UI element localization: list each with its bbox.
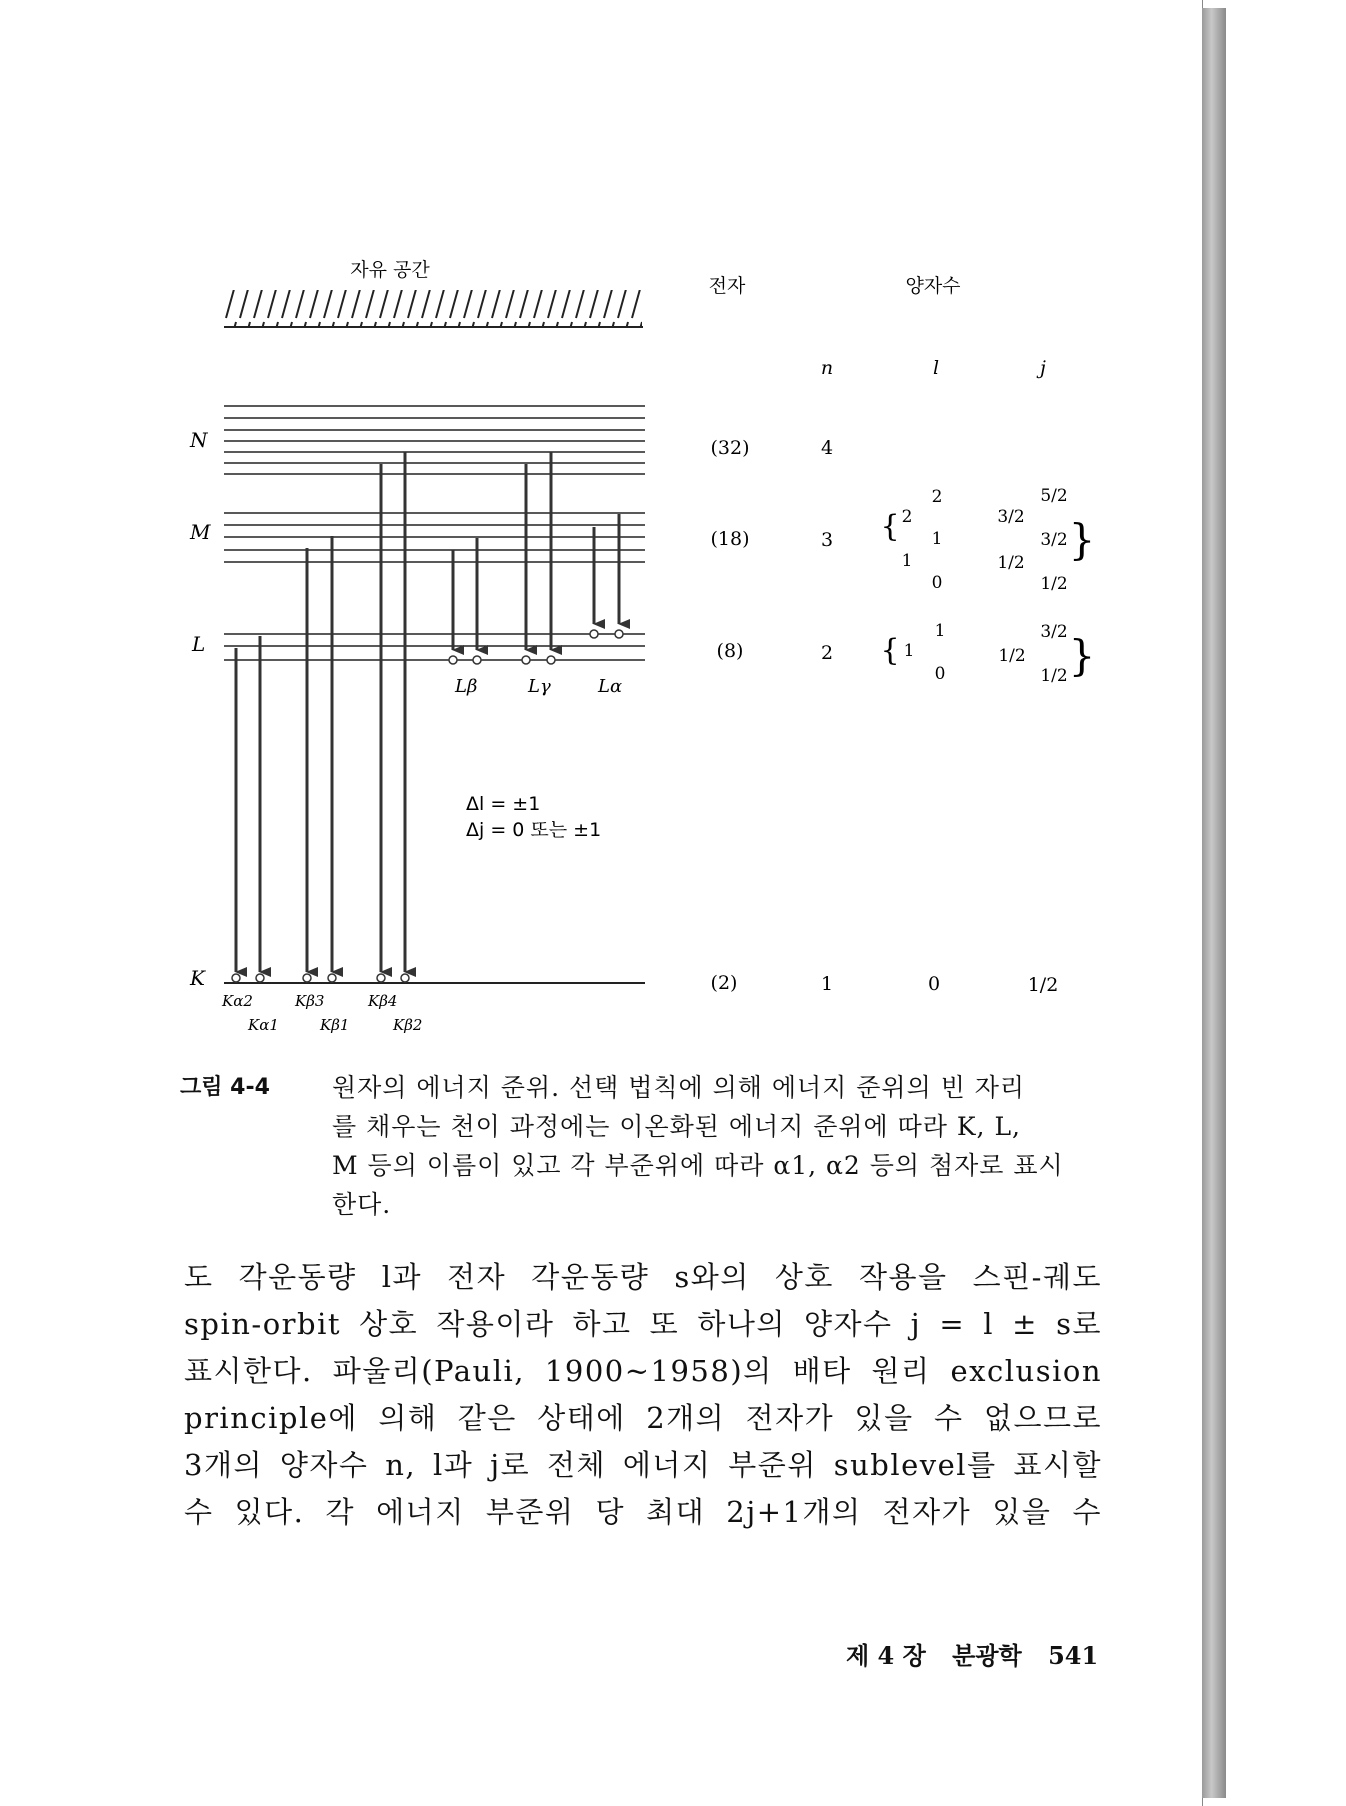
label-l-beta: Lβ	[455, 676, 478, 697]
selection-rule-j: Δj = 0 또는 ±1	[466, 819, 602, 841]
label-l-alpha: Lα	[598, 676, 623, 697]
caption-line: 를 채우는 천이 과정에는 이온화된 에너지 준위에 따라 K, L,	[332, 1112, 1021, 1141]
l-quantum-values	[880, 621, 1095, 686]
shell-labels	[189, 428, 211, 990]
col-n-header: n	[820, 357, 834, 379]
l-transition-dots	[449, 630, 623, 664]
body-line: spin-orbit 상호 작용이라 하고 또 하나의 양자수 j = l ± s로	[184, 1307, 1102, 1341]
caption-line: 원자의 에너지 준위. 선택 법칙에 의해 에너지 준위의 빈 자리	[332, 1073, 1026, 1102]
label-k-beta2: Kβ2	[393, 1016, 423, 1034]
m-j-3: 1/2	[1040, 574, 1068, 594]
shell-label-l: L	[192, 632, 206, 656]
l-transition-arrows	[453, 452, 619, 650]
m-l-outer-2: 1	[901, 551, 913, 571]
col-j-header: j	[1040, 357, 1046, 379]
l-l-inner-2: 0	[934, 664, 946, 684]
l-right-brace: }	[1068, 631, 1096, 680]
free-space-label: 자유 공간	[350, 259, 430, 281]
m-left-brace: {	[880, 509, 900, 544]
m-l-inner-2: 1	[931, 529, 943, 549]
n-value-n: 4	[820, 437, 834, 459]
page-footer	[846, 1636, 1116, 1671]
shell-label-m: M	[190, 520, 211, 544]
m-s-1: 3/2	[997, 507, 1025, 527]
caption-label: 그림 4-4	[180, 1075, 270, 1100]
l-s-1: 1/2	[998, 646, 1026, 666]
caption-line: M 등의 이름이 있고 각 부준위에 따라 α1, α2 등의 첨자로 표시	[332, 1151, 1064, 1180]
label-k-beta3: Kβ3	[295, 992, 325, 1010]
m-shell-lines	[224, 513, 645, 562]
label-k-beta1: Kβ1	[320, 1016, 350, 1034]
caption-line: 한다.	[332, 1190, 392, 1219]
n-shell-lines	[224, 406, 645, 474]
m-l-inner-1: 2	[931, 487, 943, 507]
selection-rule-l: Δl = ±1	[466, 793, 541, 815]
page-number: 541	[1048, 1641, 1099, 1670]
electrons-m: (18)	[710, 528, 750, 550]
label-k-alpha1: Kα1	[248, 1016, 279, 1034]
k-transition-arrows	[236, 452, 405, 972]
quantum-number-header: 양자수	[905, 275, 961, 297]
k-transition-dots	[232, 974, 409, 982]
electron-header: 전자	[708, 275, 746, 297]
electrons-n: (32)	[710, 437, 750, 459]
electrons-k: (2)	[710, 972, 738, 994]
body-line: 수 있다. 각 에너지 부준위 당 최대 2j+1개의 전자가 있을 수	[184, 1495, 1102, 1529]
page-edge-shadow	[1202, 8, 1226, 1798]
col-l-header: l	[932, 357, 940, 379]
label-k-beta4: Kβ4	[368, 992, 398, 1010]
m-j-1: 5/2	[1040, 486, 1068, 506]
m-s-2: 1/2	[997, 553, 1025, 573]
m-right-brace: }	[1068, 515, 1096, 564]
shell-label-n: N	[190, 428, 208, 452]
k-series-labels	[221, 992, 422, 1034]
l-l-outer-1: 1	[903, 641, 915, 661]
label-k-alpha2: Kα2	[222, 992, 253, 1010]
free-space-hatching	[224, 290, 642, 326]
m-l-inner-3: 0	[931, 573, 943, 593]
body-line: 3개의 양자수 n, l과 j로 전체 에너지 부준위 sublevel를 표시할	[184, 1448, 1102, 1482]
n-value-k: 1	[820, 973, 834, 995]
l-j-2: 1/2	[1040, 666, 1068, 686]
body-paragraph	[184, 1254, 1102, 1536]
l-j-1: 3/2	[1040, 622, 1068, 642]
body-line: 표시한다. 파울리(Pauli, 1900~1958)의 배타 원리 exclusion	[184, 1354, 1102, 1388]
n-value-l: 2	[820, 642, 834, 664]
m-quantum-values	[880, 486, 1095, 594]
energy-level-diagram	[0, 0, 1120, 1050]
caption-text	[332, 1068, 1092, 1224]
n-value-m: 3	[820, 529, 834, 551]
m-j-2: 3/2	[1040, 530, 1068, 550]
electron-counts	[710, 437, 749, 994]
l-left-brace: {	[880, 633, 900, 668]
electrons-l: (8)	[716, 640, 744, 662]
k-l-value: 0	[927, 973, 941, 995]
l-series-labels	[454, 676, 622, 697]
label-l-gamma: Lγ	[528, 676, 551, 697]
body-line: 도 각운동량 l과 전자 각운동량 s와의 상호 작용을 스핀-궤도	[184, 1260, 1102, 1294]
k-j-value: 1/2	[1027, 974, 1059, 996]
l-l-inner-1: 1	[934, 621, 946, 641]
m-l-outer-1: 2	[901, 507, 913, 527]
footer-title: 분광학	[952, 1641, 1022, 1670]
body-line: principle에 의해 같은 상태에 2개의 전자가 있을 수 없으므로	[184, 1401, 1102, 1435]
footer-chapter: 제 4 장	[846, 1641, 926, 1670]
l-shell-lines	[224, 634, 645, 660]
shell-label-k: K	[190, 966, 205, 990]
principal-quantum-numbers	[821, 437, 833, 995]
